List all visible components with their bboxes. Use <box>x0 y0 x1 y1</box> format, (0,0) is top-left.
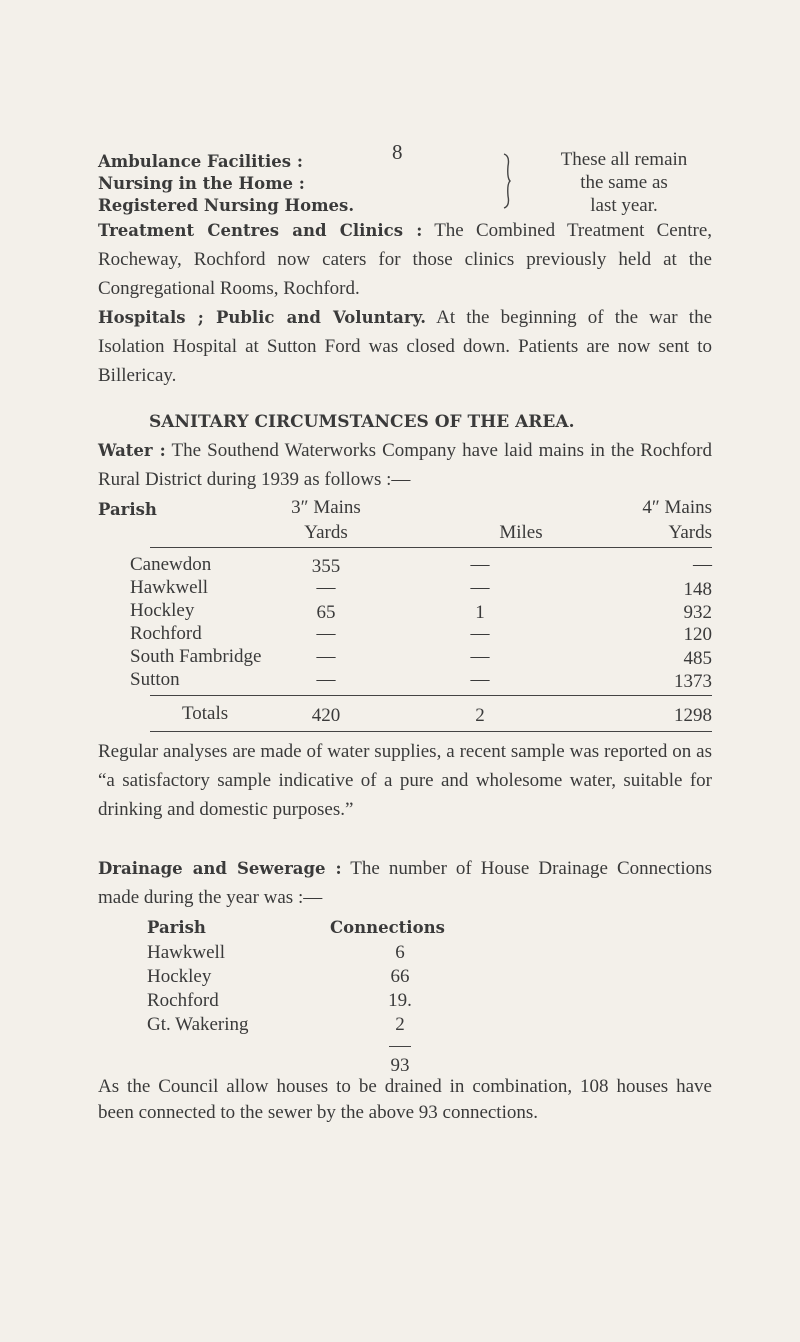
connections-total-rule <box>389 1046 411 1047</box>
council-paragraph: As the Council allow houses to be drained in combination, 108 houses have been connected to the sewer by the above 93 connections. <box>98 1076 712 1123</box>
mains-totals-yards4: 1298 <box>674 705 712 726</box>
connections-parish-header: Parish <box>147 918 206 937</box>
registered-nursing-heading: Registered Nursing Homes. <box>98 196 355 215</box>
connections-header: Connections <box>330 918 445 937</box>
mains-yards4-cell: 148 <box>683 579 712 600</box>
mains-yards3-cell: — <box>316 669 336 690</box>
mains-4in-header: 4″ Mains <box>642 497 712 518</box>
hospitals-heading: Hospitals ; Public and Voluntary. <box>98 308 427 327</box>
connections-count-cell: 19. <box>388 990 412 1011</box>
mains-3in-header: 3″ Mains <box>291 497 361 518</box>
connections-total: 93 <box>390 1055 410 1076</box>
facilities-note <box>529 148 719 217</box>
facilities-note-line: last year. <box>590 195 658 216</box>
mains-yards4-cell: 1373 <box>674 671 712 692</box>
brace-icon <box>502 152 512 210</box>
treatment-paragraph <box>98 216 712 303</box>
mains-yards3-cell: — <box>316 646 336 667</box>
analyses-paragraph: Regular analyses are made of water supplies, a recent sample was reported on as “a satisfactory sample indicative of a pure and wholesome water, suitable for drinking and domestic purposes.” <box>98 741 712 820</box>
mains-4in-yards-header: Yards <box>668 522 712 543</box>
treatment-heading: Treatment Centres and Clinics : <box>98 221 423 240</box>
hospitals-paragraph <box>98 303 712 390</box>
mains-miles-cell: — <box>470 646 490 667</box>
mains-parish-cell: Hawkwell <box>130 577 209 598</box>
drainage-text: The number of House Drainage Connections made during the year was :— <box>98 858 712 908</box>
mains-miles-header: Miles <box>499 522 543 543</box>
water-text: The Southend Waterworks Company have laid mains in the Rochford Rural District during 1939 as follows :— <box>98 440 712 490</box>
ambulance-facilities-heading: Ambulance Facilities : <box>98 152 303 171</box>
connections-count-cell: 66 <box>390 966 410 987</box>
mains-miles-cell: — <box>470 669 490 690</box>
mains-yards3-cell: — <box>316 577 336 598</box>
table-top-rule <box>150 547 712 548</box>
mains-yards4-cell: 485 <box>683 648 712 669</box>
water-paragraph <box>98 436 712 494</box>
connections-parish-cell: Hockley <box>147 966 212 987</box>
mains-miles-cell: — <box>470 554 490 575</box>
nursing-home-heading: Nursing in the Home : <box>98 174 305 193</box>
mains-yards3-cell: — <box>316 623 336 644</box>
mains-yards4-cell: — <box>693 554 712 575</box>
mains-yards3-cell: 355 <box>311 556 341 577</box>
connections-count-cell: 6 <box>395 942 405 963</box>
connections-count-cell: 2 <box>395 1014 405 1035</box>
mains-parish-cell: South Fambridge <box>130 646 262 667</box>
drainage-heading: Drainage and Sewerage : <box>98 859 342 878</box>
mains-parish-header: Parish <box>98 500 157 519</box>
connections-parish-cell: Rochford <box>147 990 219 1011</box>
sanitary-heading: SANITARY CIRCUMSTANCES OF THE AREA. <box>149 412 575 432</box>
mains-miles-cell: — <box>470 623 490 644</box>
connections-parish-cell: Hawkwell <box>147 942 226 963</box>
facilities-note-line: the same as <box>580 172 668 193</box>
mains-yards3-cell: 65 <box>316 602 336 623</box>
mains-parish-cell: Canewdon <box>130 554 212 575</box>
facilities-note-line: These all remain <box>560 149 688 170</box>
mains-parish-cell: Sutton <box>130 669 180 690</box>
mains-totals-yards3: 420 <box>311 705 341 726</box>
drainage-paragraph <box>98 854 712 912</box>
treatment-text: The Combined Treatment Centre, Rocheway, Rochford now caters for those clinics previously held at the Congregational Rooms, Rochford. <box>98 220 713 299</box>
mains-miles-cell: 1 <box>475 602 485 623</box>
table-mid-rule <box>150 695 712 696</box>
page-number: 8 <box>392 140 403 164</box>
mains-totals-label: Totals <box>182 703 229 724</box>
mains-totals-miles: 2 <box>475 705 485 726</box>
mains-miles-cell: — <box>470 577 490 598</box>
mains-3in-yards-header: Yards <box>304 522 348 543</box>
mains-parish-cell: Hockley <box>130 600 195 621</box>
hospitals-text: At the beginning of the war the Isolation Hospital at Sutton Ford was closed down. Patients are now sent to Billericay. <box>98 307 713 386</box>
mains-yards4-cell: 120 <box>683 624 712 645</box>
mains-parish-cell: Rochford <box>130 623 202 644</box>
connections-parish-cell: Gt. Wakering <box>147 1014 249 1035</box>
mains-yards4-cell: 932 <box>683 602 712 623</box>
water-heading: Water : <box>98 441 166 460</box>
table-bottom-rule <box>150 731 712 732</box>
